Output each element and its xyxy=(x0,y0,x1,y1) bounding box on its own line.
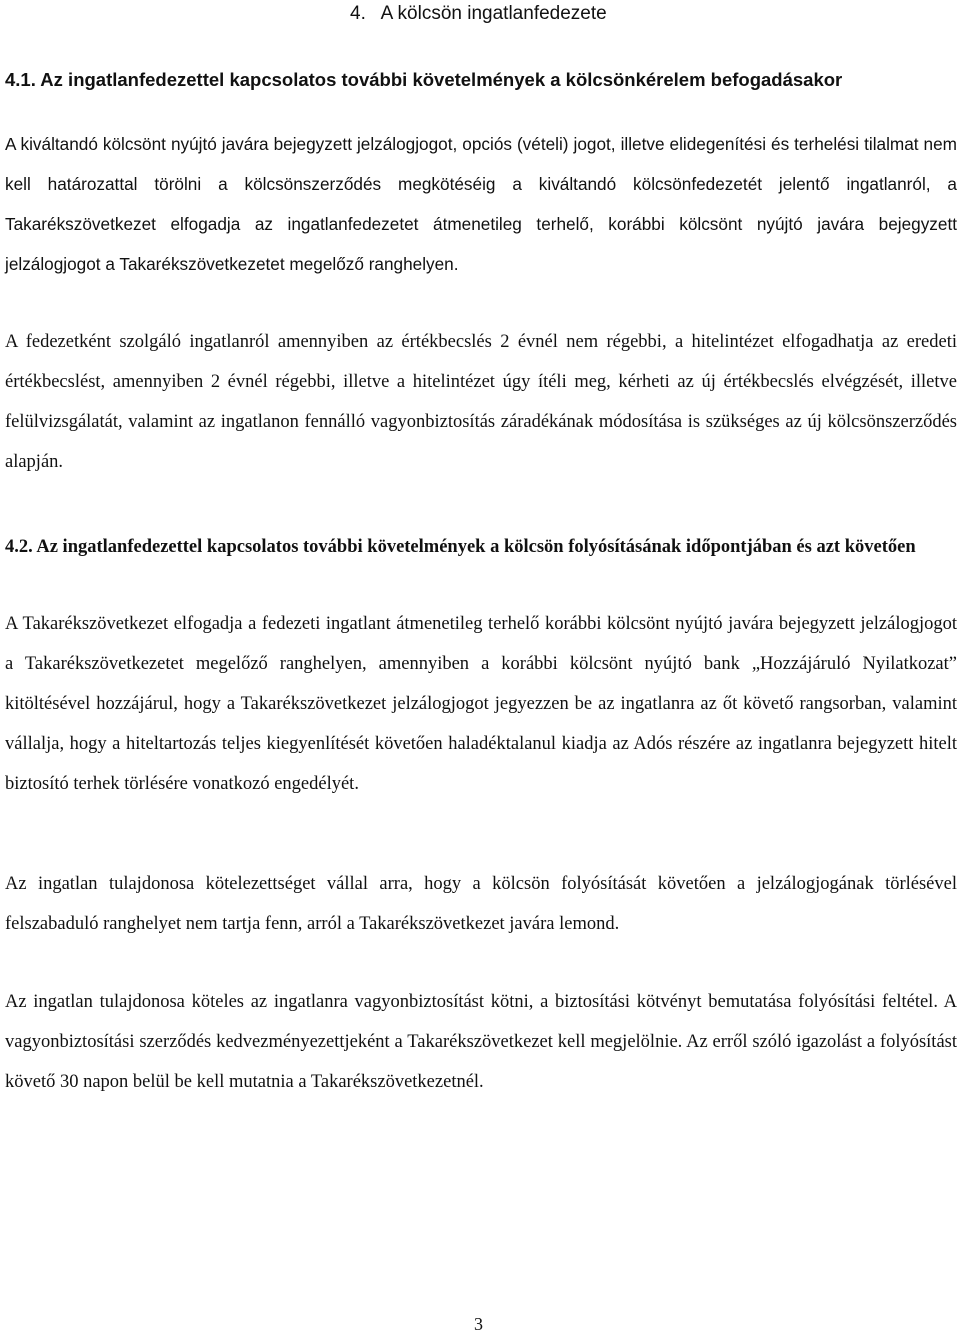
page-number: 3 xyxy=(474,1314,483,1334)
chapter-title: A kölcsön ingatlanfedezete xyxy=(380,3,607,24)
chapter-number: 4. xyxy=(350,3,366,24)
chapter-heading xyxy=(350,2,607,26)
section-4-1-paragraph-1: A kiváltandó kölcsönt nyújtó javára bejegyzett jelzálogjogot, opciós (vételi) jogot, illetve elidegenítési és terhelési tilalmat nem kell határozattal törölni a kölcsönszerződés megkötéséig a kiváltandó kölcsönfedezetét jelentő ingatlanról, a Takarékszövetkezet elfogadja az ingatlanfedezetet átmenetileg terhelő, korábbi kölcsönt nyújtó javára bejegyzett jelzálogjogot a Takarékszövetkezetet megelőző ranghelyen. xyxy=(5,134,957,274)
section-4-1-heading: 4.1. Az ingatlanfedezettel kapcsolatos további követelmények a kölcsönkérelem befogadásakor xyxy=(5,69,843,90)
section-4-1-paragraph-2: A fedezetként szolgáló ingatlanról amennyiben az értékbecslés 2 évnél nem régebbi, a hitelintézet elfogadhatja az eredeti értékbecslést, amennyiben 2 évnél régebbi, illetve a hitelintézet úgy ítéli meg, kérheti az új értékbecslés elvégzését, illetve felülvizsgálatát, valamint az ingatlanon fennálló vagyonbiztosítás záradékának módosítása is szükséges az új kölcsönszerződés alapján. xyxy=(5,332,957,472)
section-4-2-paragraph-2: Az ingatlan tulajdonosa kötelezettséget vállal arra, hogy a kölcsön folyósítását követően a jelzálogjogának törlésével felszabaduló ranghelyet nem tartja fenn, arról a Takarékszövetkezet javára lemond. xyxy=(5,874,957,934)
section-4-2-paragraph-3: Az ingatlan tulajdonosa köteles az ingatlanra vagyonbiztosítást kötni, a biztosítási kötvényt bemutatása folyósítási feltétel. A vagyonbiztosítási szerződés kedvezményezettjeként a Takarékszövetkezet kell megjelölnie. Az erről szóló igazolást a folyósítást követő 30 napon belül be kell mutatnia a Takarékszövetkezetnél. xyxy=(5,992,957,1092)
section-4-2-heading: 4.2. Az ingatlanfedezettel kapcsolatos további követelmények a kölcsön folyósításának időpontjában és azt követően xyxy=(5,537,916,557)
section-4-2-paragraph-1: A Takarékszövetkezet elfogadja a fedezeti ingatlant átmenetileg terhelő korábbi kölcsönt nyújtó javára bejegyzett jelzálogjogot a Takarékszövetkezetet megelőző ranghelyen, amennyiben a korábbi kölcsönt nyújtó bank „Hozzájáruló Nyilatkozat” kitöltésével hozzájárul, hogy a Takarékszövetkezet jelzálogjogot jegyezzen be az ingatlanra az őt követő rangsorban, valamint vállalja, hogy a hiteltartozás teljes kiegyenlítését követően haladéktalanul kiadja az Adós részére az ingatlanra bejegyzett hitelt biztosító terhek törlésére vonatkozó engedélyét. xyxy=(5,614,957,794)
